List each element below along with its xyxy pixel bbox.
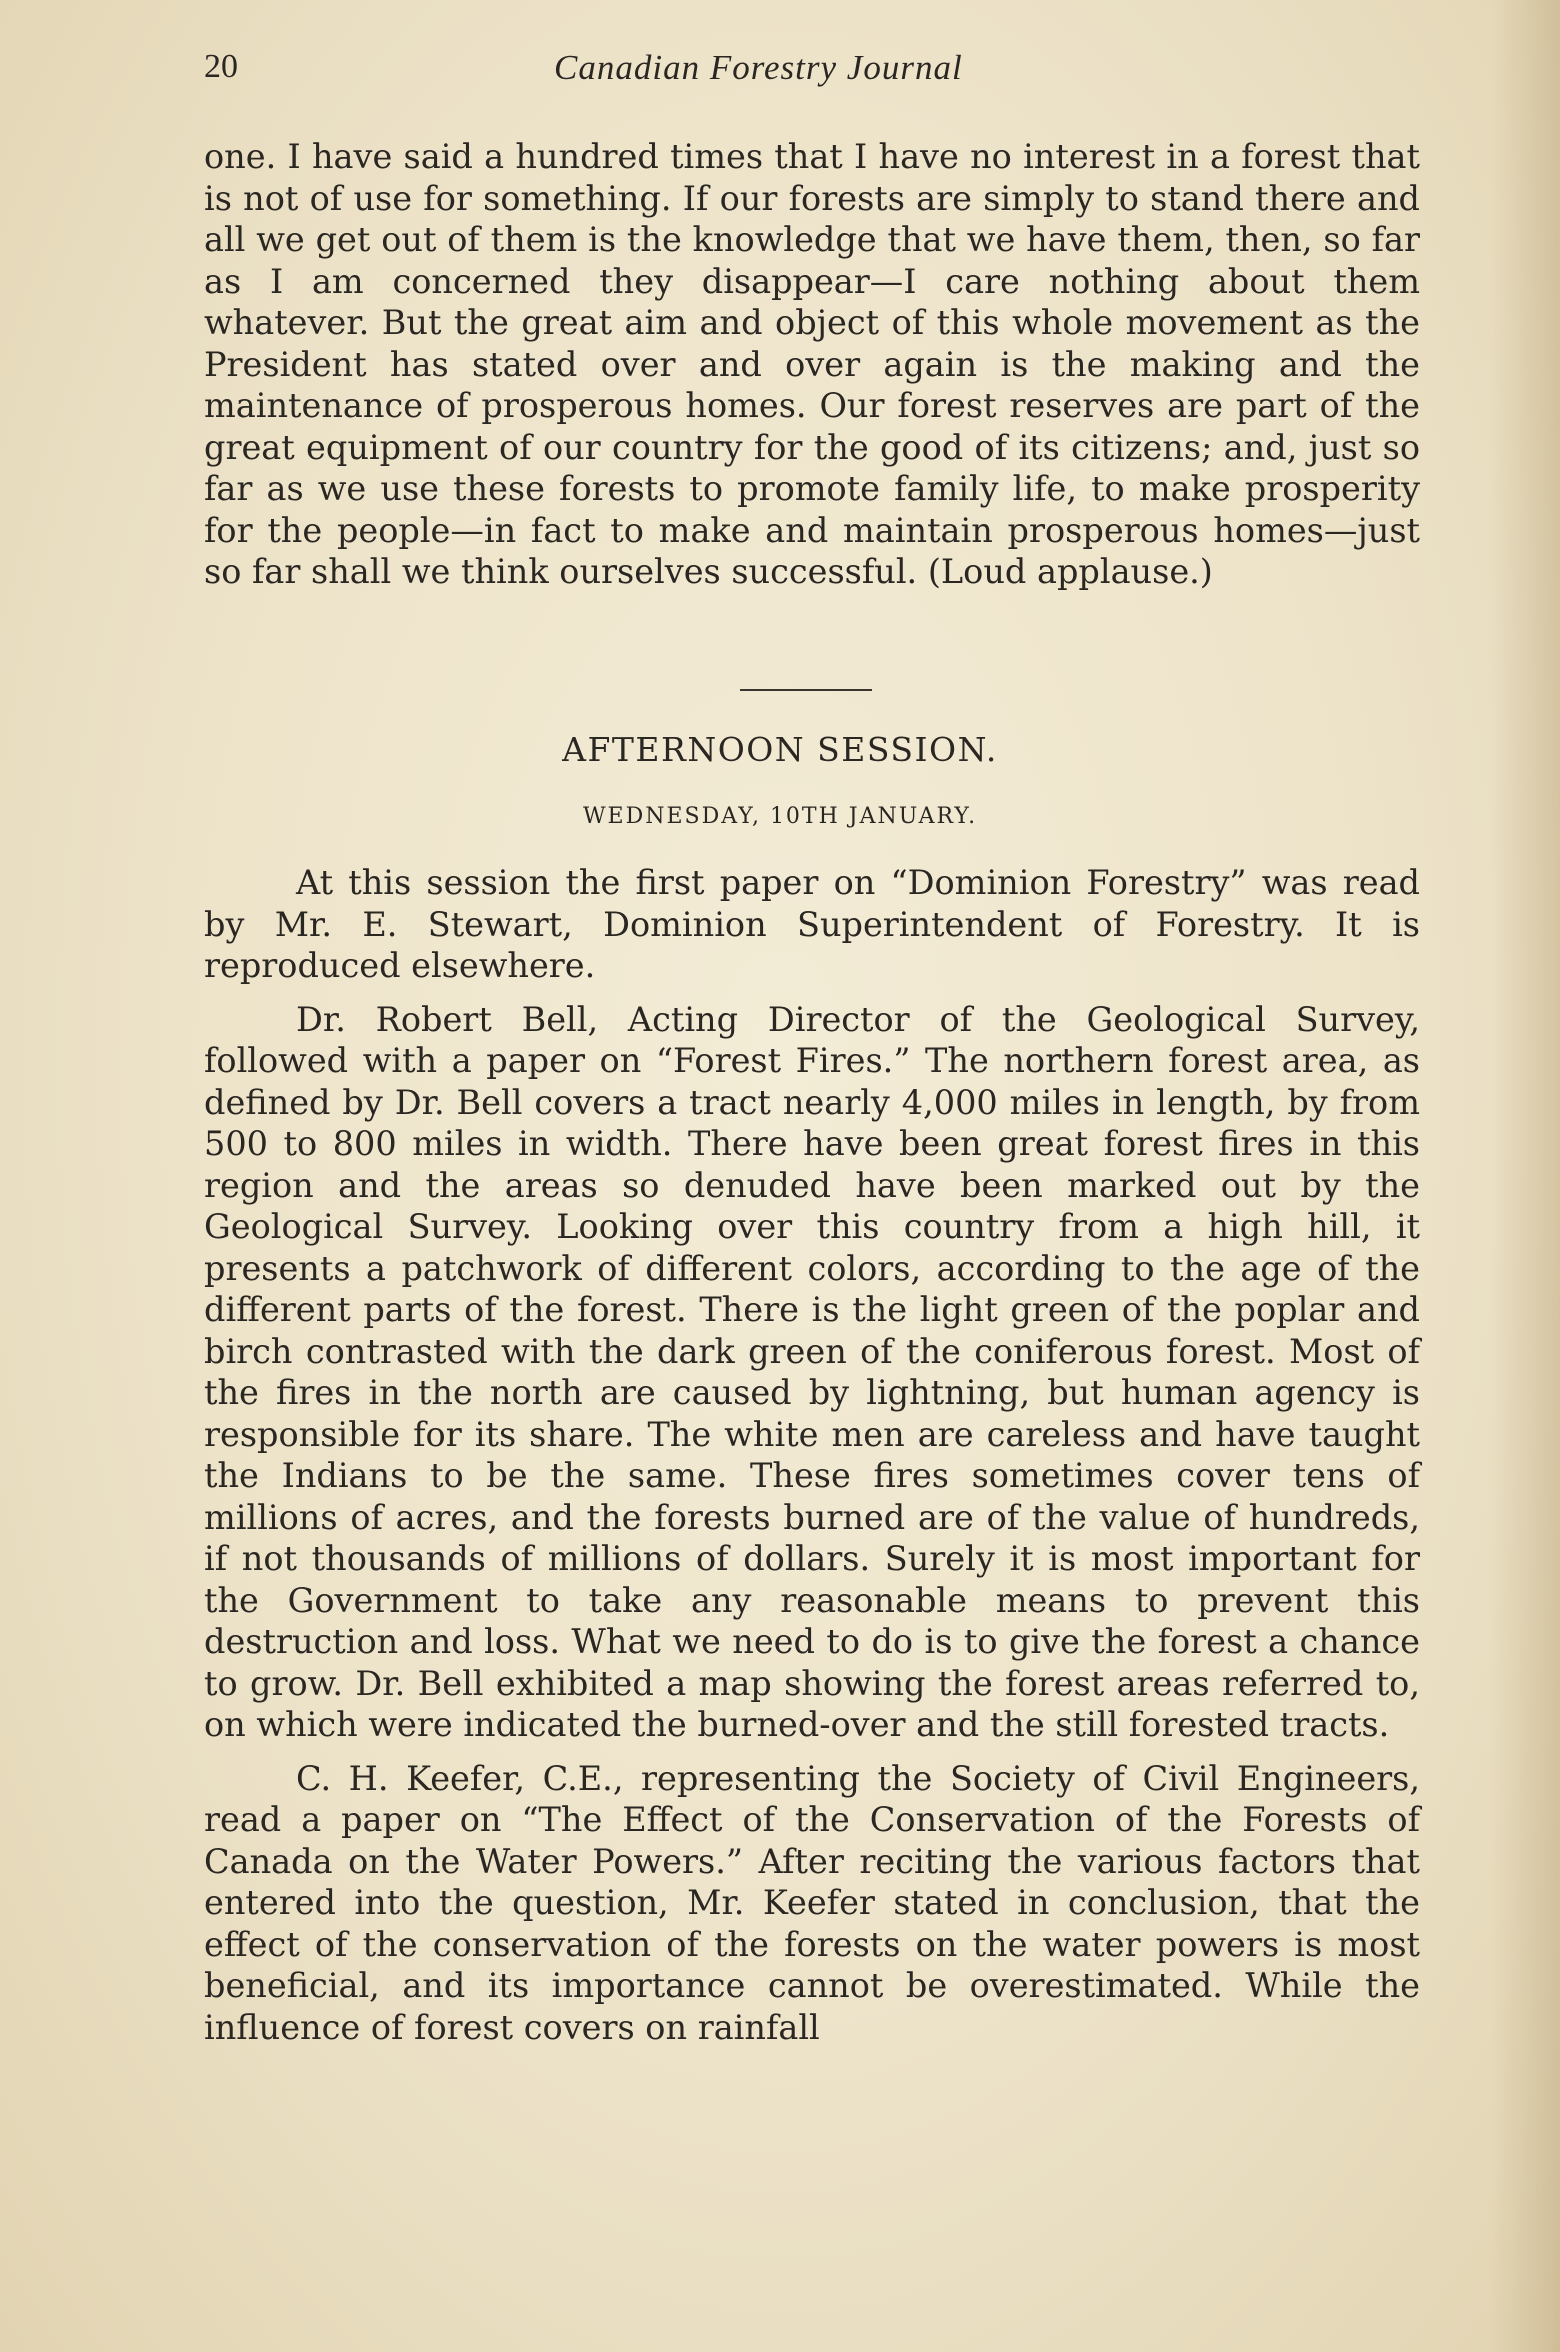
running-title: Canadian Forestry Journal bbox=[554, 48, 963, 87]
paragraph-water-powers: C. H. Keefer, C.E., representing the Society of Civil Engineers, read a paper on “The Effect of the Conservation of the Forests of Canada on the Water Powers.” After reciting the various factors that entered into the question, Mr. Keefer stated in conclusion, that the effect of the conservation of the forests on the water powers is most beneficial, and its importance cannot be overestimated. While the influence of forest covers on rainfall bbox=[204, 1758, 1420, 2047]
paragraph-forest-fires: Dr. Robert Bell, Acting Director of the Geological Survey, followed with a paper on “Forest Fires.” The northern forest area, as defined by Dr. Bell covers a tract nearly 4,000 miles in length, by from 500 to 800 miles in width. There have been great forest fires in this region and the areas so denuded have been marked out by the Geological Survey. Looking over this country from a high hill, it presents a patchwork of different colors, according to the age of the different parts of the forest. There is the light green of the poplar and birch contrasted with the dark green of the coniferous forest. Most of the fires in the north are caused by lightning, but human agency is responsible for its share. The white men are careless and have taught the Indians to be the same. These fires sometimes cover tens of millions of acres, and the forests burned are of the value of hundreds, if not thousands of millions of dollars. Surely it is most important for the Government to take any reasonable means to prevent this destruction and loss. What we need to do is to give the forest a chance to grow. Dr. Bell exhibited a map showing the forest areas referred to, on which were indicated the burned-over and the still forested tracts. bbox=[204, 999, 1420, 1744]
section-divider bbox=[740, 689, 872, 691]
session-date: WEDNESDAY, 10TH JANUARY. bbox=[582, 804, 978, 829]
session-heading: AFTERNOON SESSION. bbox=[562, 730, 998, 769]
page-edge-shadow bbox=[1490, 0, 1560, 2352]
paragraph-dominion-forestry: At this session the first paper on “Dominion Forestry” was read by Mr. E. Stewart, Dominion Superintendent of Forestry. It is reproduced elsewhere. bbox=[204, 863, 1420, 985]
opening-paragraph: one. I have said a hundred times that I have no interest in a forest that is not of use for something. If our forests are simply to stand there and all we get out of them is the knowledge that we have them, then, so far as I am concerned they disappear—I care nothing about them whatever. But the great aim and object of this whole movement as the President has stated over and over again is the making and the maintenance of prosperous homes. Our forest reserves are part of the great equipment of our country for the good of its citizens; and, just so far as we use these forests to promote family life, to make prosperity for the people—in fact to make and maintain prosperous homes—just so far shall we think ourselves successful. (Loud applause.) bbox=[204, 137, 1420, 591]
session-body bbox=[204, 862, 1420, 2060]
opening-paragraph-block bbox=[204, 136, 1420, 593]
page-number: 20 bbox=[204, 48, 238, 85]
page-header bbox=[204, 48, 1424, 98]
